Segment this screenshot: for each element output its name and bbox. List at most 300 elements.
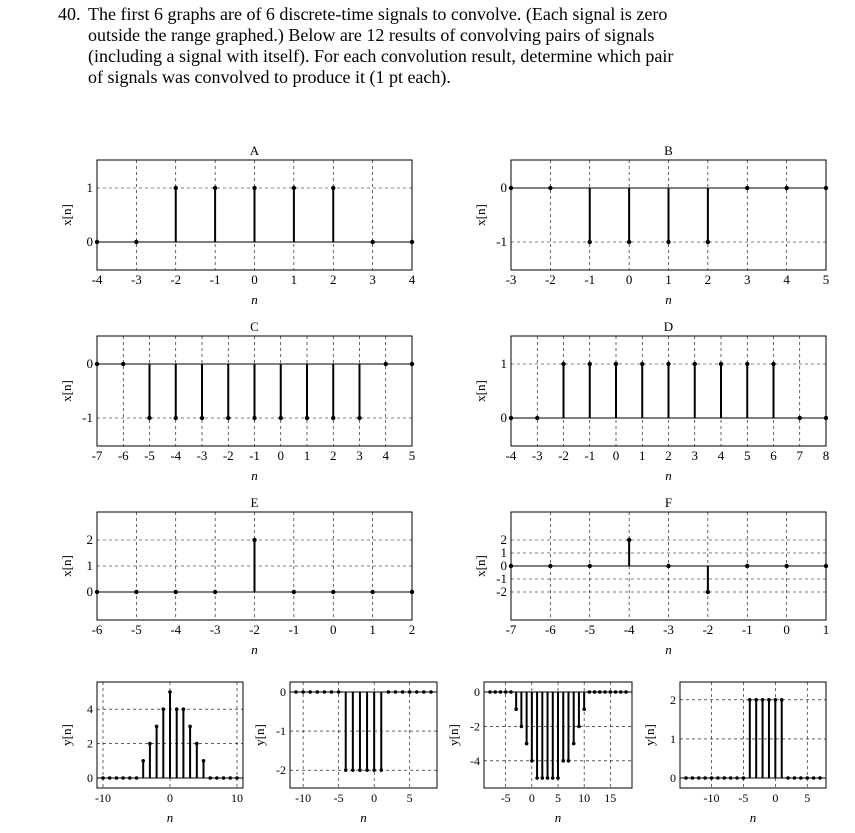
y-tick-label: 1 <box>500 545 507 560</box>
stem-point <box>799 776 803 780</box>
plot-title: B <box>664 143 673 158</box>
stem-point <box>624 690 628 694</box>
x-tick-label: -3 <box>531 448 543 463</box>
x-tick-label: -4 <box>91 272 103 287</box>
y-tick-label: 2 <box>87 736 93 751</box>
x-tick-label: 6 <box>770 448 777 463</box>
x-tick-label: -1 <box>209 272 221 287</box>
stem-point <box>504 690 508 694</box>
x-tick-label: 5 <box>408 448 416 463</box>
stem-point <box>784 564 788 568</box>
stem-point <box>415 690 419 694</box>
x-tick-label: -5 <box>584 622 596 637</box>
stem-point <box>666 362 670 366</box>
y-tick-label: -1 <box>82 410 93 425</box>
y-tick-label: 4 <box>87 702 93 717</box>
stem-point <box>767 698 771 702</box>
y-tick-label: 0 <box>280 685 286 699</box>
x-tick-label: -3 <box>196 448 208 463</box>
stem-point <box>168 690 172 694</box>
x-tick-label: -5 <box>333 791 344 805</box>
stem-point <box>556 776 560 780</box>
y-axis-label: y[n] <box>446 724 461 746</box>
x-tick-label: 0 <box>330 622 337 637</box>
stem-point <box>514 707 518 711</box>
stem-point <box>337 690 341 694</box>
x-tick-label: -5 <box>144 448 155 463</box>
stem-point <box>213 590 217 594</box>
y-tick-label: 0 <box>474 685 480 699</box>
stem-point <box>213 186 217 190</box>
x-tick-label: 3 <box>691 448 698 463</box>
x-tick-label: -4 <box>170 622 182 637</box>
stem-point <box>108 776 112 780</box>
x-tick-label: -1 <box>249 448 260 463</box>
signal-plot-result-4 <box>642 682 826 825</box>
signal-plot-result-1 <box>59 682 243 825</box>
x-tick-label: -2 <box>544 272 556 287</box>
stem-point <box>141 759 145 763</box>
x-tick-label: 3 <box>744 272 751 287</box>
stem-point <box>175 707 179 711</box>
plot-title: D <box>663 319 674 334</box>
x-tick-label: 0 <box>783 622 790 637</box>
stem-point <box>422 690 426 694</box>
x-tick-label: -2 <box>222 448 234 463</box>
stem-point <box>370 240 374 244</box>
y-tick-label: -1 <box>496 234 507 249</box>
stem-point <box>735 776 739 780</box>
y-tick-label: -4 <box>470 753 480 768</box>
stem-point <box>561 759 565 763</box>
stem-point <box>394 690 398 694</box>
x-tick-label: 0 <box>772 791 779 805</box>
signal-plot-e <box>59 495 415 657</box>
y-tick-label: 0 <box>86 584 93 599</box>
stem-point <box>771 362 775 366</box>
stem-point <box>202 759 206 763</box>
y-tick-label: -2 <box>470 719 480 734</box>
y-tick-label: 0 <box>86 234 93 249</box>
x-tick-label: -3 <box>663 622 674 637</box>
stem-point <box>121 776 125 780</box>
x-tick-label: -3 <box>130 272 142 287</box>
stem-point <box>535 776 539 780</box>
x-tick-label: 2 <box>330 272 337 287</box>
x-tick-label: -2 <box>170 272 182 287</box>
stem-point <box>358 768 362 772</box>
plot-title: F <box>664 495 673 510</box>
stem-point <box>719 362 723 366</box>
signal-plot-f <box>473 495 829 657</box>
stem-point <box>121 362 125 366</box>
y-tick-label: -1 <box>276 724 286 739</box>
y-tick-label: 1 <box>86 180 93 195</box>
stem-point <box>824 186 828 190</box>
y-tick-label: 0 <box>500 180 507 195</box>
x-tick-label: -6 <box>91 622 103 637</box>
x-axis-label: n <box>166 810 174 825</box>
y-tick-label: 1 <box>670 731 676 746</box>
x-tick-label: 2 <box>665 448 672 463</box>
x-tick-label: 15 <box>604 791 617 805</box>
x-tick-label: 0 <box>277 448 284 463</box>
x-tick-label: -2 <box>249 622 260 637</box>
x-tick-label: 3 <box>369 272 376 287</box>
stem-point <box>410 590 414 594</box>
stem-point <box>627 240 631 244</box>
x-tick-label: -10 <box>703 791 720 805</box>
x-axis-label: n <box>665 468 672 483</box>
x-tick-label: -1 <box>741 622 753 637</box>
stem-point <box>370 590 374 594</box>
plot-title: E <box>250 495 259 510</box>
stem-point <box>693 362 697 366</box>
problem-line-3: (including a signal with itself). For each convolution result, determine which pair <box>88 46 674 66</box>
x-tick-label: 0 <box>167 791 173 805</box>
x-tick-label: 1 <box>822 622 830 637</box>
x-tick-label: 5 <box>406 791 413 805</box>
stem-point <box>252 538 256 542</box>
stem-point <box>331 416 335 420</box>
stem-point <box>344 768 348 772</box>
stem-point <box>292 590 296 594</box>
stem-point <box>703 776 707 780</box>
stem-point <box>252 186 256 190</box>
y-tick-label: 2 <box>500 532 507 547</box>
signal-plot-c <box>59 319 415 483</box>
y-axis-label: y[n] <box>642 724 657 746</box>
stem-point <box>784 186 788 190</box>
x-tick-label: -1 <box>584 272 596 287</box>
stem-point <box>235 776 239 780</box>
stem-point <box>818 776 822 780</box>
x-axis-label: n <box>749 810 757 825</box>
x-tick-label: -4 <box>623 622 635 637</box>
stem-point <box>786 776 790 780</box>
stem-point <box>588 240 592 244</box>
x-tick-label: 1 <box>303 448 311 463</box>
stem-point <box>748 698 752 702</box>
x-tick-label: 0 <box>251 272 258 287</box>
x-tick-label: 10 <box>231 791 243 805</box>
stem-point <box>95 240 99 244</box>
stem-point <box>798 416 802 420</box>
x-tick-label: -6 <box>544 622 556 637</box>
stem-point <box>294 690 298 694</box>
stem-point <box>229 776 233 780</box>
stem-point <box>745 362 749 366</box>
x-tick-label: -4 <box>505 448 517 463</box>
stem-point <box>691 776 695 780</box>
stem-point <box>598 690 602 694</box>
x-tick-label: 5 <box>744 448 751 463</box>
stem-point <box>509 564 513 568</box>
stem-point <box>95 590 99 594</box>
stem-point <box>128 776 132 780</box>
x-tick-label: -5 <box>738 791 749 805</box>
problem-number: 40. <box>58 4 81 24</box>
x-tick-label: 1 <box>290 272 298 287</box>
stem-point <box>292 186 296 190</box>
y-tick-label: -2 <box>496 584 507 599</box>
stem-point <box>200 416 204 420</box>
x-axis-label: n <box>554 810 562 825</box>
stem-point <box>525 742 529 746</box>
stem-point <box>316 690 320 694</box>
problem-line-2: outside the range graphed.) Below are 12 results of convolving pairs of signals <box>88 25 655 45</box>
plot-title: C <box>250 319 259 334</box>
stem-point <box>252 416 256 420</box>
stem-point <box>308 690 312 694</box>
x-tick-label: -6 <box>117 448 129 463</box>
x-tick-label: -7 <box>505 622 517 637</box>
stem-point <box>351 768 355 772</box>
stem-point <box>215 776 219 780</box>
x-tick-label: 5 <box>804 791 811 805</box>
x-tick-label: 10 <box>578 791 591 805</box>
x-tick-label: 7 <box>796 448 803 463</box>
stem-point <box>226 416 230 420</box>
stem-point <box>627 538 631 542</box>
signal-plot-a <box>59 143 416 307</box>
stem-point <box>548 564 552 568</box>
x-tick-label: -1 <box>288 622 300 637</box>
y-axis-label: x[n] <box>59 380 74 402</box>
stem-point <box>640 362 644 366</box>
stem-point <box>561 362 565 366</box>
stem-point <box>357 416 361 420</box>
y-tick-label: -1 <box>496 571 507 586</box>
x-tick-label: -3 <box>505 272 517 287</box>
stem-point <box>812 776 816 780</box>
x-axis-label: n <box>251 642 258 657</box>
x-axis-label: n <box>251 292 258 307</box>
stem-point <box>222 776 226 780</box>
stem-point <box>387 690 391 694</box>
stem-point <box>551 776 555 780</box>
stem-point <box>115 776 119 780</box>
signal-plot-result-3 <box>446 682 632 825</box>
stem-point <box>372 768 376 772</box>
x-tick-label: 4 <box>382 448 389 463</box>
stem-point <box>614 690 618 694</box>
x-tick-label: 4 <box>408 272 416 287</box>
y-tick-label: 0 <box>86 356 93 371</box>
stem-point <box>754 698 758 702</box>
x-tick-label: 5 <box>555 791 561 805</box>
stem-point <box>323 690 327 694</box>
stem-point <box>609 690 613 694</box>
y-axis-label: x[n] <box>473 380 488 402</box>
y-tick-label: 0 <box>500 558 507 573</box>
y-axis-label: x[n] <box>59 204 74 226</box>
stem-point <box>541 776 545 780</box>
stem-point <box>134 590 138 594</box>
stem-point <box>722 776 726 780</box>
stem-point <box>429 690 433 694</box>
stem-point <box>619 690 623 694</box>
stem-point <box>95 362 99 366</box>
signal-plot-result-2 <box>252 682 437 825</box>
stem-point <box>174 186 178 190</box>
stem-point <box>745 186 749 190</box>
stem-point <box>135 776 139 780</box>
stem-point <box>509 186 513 190</box>
y-axis-label: y[n] <box>59 724 74 746</box>
y-tick-label: 2 <box>670 692 676 707</box>
stem-point <box>499 690 503 694</box>
x-tick-label: -5 <box>500 791 511 805</box>
stem-point <box>603 690 607 694</box>
stem-point <box>805 776 809 780</box>
stem-point <box>305 416 309 420</box>
x-tick-label: -2 <box>558 448 569 463</box>
y-axis-label: x[n] <box>59 555 74 577</box>
x-tick-label: 2 <box>408 622 416 637</box>
x-axis-label: n <box>665 292 672 307</box>
stem-point <box>824 416 828 420</box>
x-tick-label: -7 <box>91 448 103 463</box>
x-tick-label: -4 <box>170 448 182 463</box>
x-tick-label: 1 <box>639 448 646 463</box>
x-tick-label: 8 <box>822 448 830 463</box>
x-tick-label: 1 <box>665 272 672 287</box>
stem-point <box>729 776 733 780</box>
stem-point <box>593 690 597 694</box>
x-tick-label: 0 <box>528 791 535 805</box>
x-tick-label: 0 <box>625 272 633 287</box>
y-tick-label: 0 <box>500 410 507 425</box>
stem-point <box>401 690 405 694</box>
x-axis-label: n <box>665 642 672 657</box>
x-tick-label: -1 <box>584 448 596 463</box>
x-tick-label: 2 <box>330 448 337 463</box>
x-tick-label: 0 <box>371 791 378 805</box>
stem-point <box>188 725 192 729</box>
signal-plot-b <box>473 143 829 307</box>
stem-point <box>697 776 701 780</box>
stem-point <box>567 759 571 763</box>
stem-point <box>148 742 152 746</box>
plot-title: A <box>249 143 260 158</box>
stem-point <box>614 362 618 366</box>
stem-point <box>535 416 539 420</box>
x-tick-label: -5 <box>130 622 142 637</box>
stem-point <box>520 725 524 729</box>
stem-point <box>493 690 497 694</box>
y-axis-label: y[n] <box>252 724 267 746</box>
stem-point <box>155 725 159 729</box>
stem-point <box>301 690 305 694</box>
stem-point <box>134 240 138 244</box>
stem-point <box>182 707 186 711</box>
stem-point <box>195 742 199 746</box>
plot-frame <box>290 682 437 788</box>
stem-point <box>761 698 765 702</box>
stem-point <box>774 698 778 702</box>
stem-point <box>582 707 586 711</box>
stem-point <box>588 690 592 694</box>
stem-point <box>716 776 720 780</box>
stem-point <box>548 186 552 190</box>
stem-point <box>101 776 105 780</box>
x-tick-label: -10 <box>95 791 111 805</box>
stem-point <box>488 690 492 694</box>
y-tick-label: 2 <box>86 532 93 547</box>
x-tick-label: 4 <box>717 448 725 463</box>
x-tick-label: 2 <box>704 272 712 287</box>
stem-point <box>706 240 710 244</box>
stem-point <box>577 725 581 729</box>
stem-point <box>208 776 212 780</box>
x-tick-label: 1 <box>369 622 376 637</box>
stem-point <box>780 698 784 702</box>
problem-line-4: of signals was convolved to produce it (1 pt each). <box>88 67 451 87</box>
stem-point <box>509 416 513 420</box>
stem-point <box>588 362 592 366</box>
problem-line-1: The first 6 graphs are of 6 discrete-time signals to convolve. (Each signal is zero <box>88 4 668 24</box>
stem-point <box>710 776 714 780</box>
stem-point <box>824 564 828 568</box>
y-axis-label: x[n] <box>473 555 488 577</box>
stem-point <box>147 416 151 420</box>
stem-point <box>793 776 797 780</box>
stem-point <box>509 690 513 694</box>
stem-point <box>530 759 534 763</box>
y-tick-label: 1 <box>86 558 93 573</box>
stem-point <box>384 362 388 366</box>
stem-point <box>588 564 592 568</box>
stem-point <box>379 768 383 772</box>
x-tick-label: -2 <box>702 622 714 637</box>
x-tick-label: -10 <box>295 791 312 805</box>
x-axis-label: n <box>360 810 367 825</box>
x-tick-label: 4 <box>783 272 790 287</box>
y-tick-label: -2 <box>276 763 286 778</box>
x-axis-label: n <box>251 468 258 483</box>
stem-point <box>279 416 283 420</box>
stem-point <box>174 416 178 420</box>
stem-point <box>174 590 178 594</box>
stem-point <box>546 776 550 780</box>
stem-point <box>410 362 414 366</box>
y-tick-label: 0 <box>87 771 93 785</box>
plot-frame <box>680 682 826 788</box>
stem-point <box>330 690 334 694</box>
stem-point <box>666 564 670 568</box>
x-tick-label: 5 <box>822 272 830 287</box>
y-tick-label: 0 <box>670 771 676 785</box>
signal-plot-d <box>473 319 829 483</box>
stem-point <box>365 768 369 772</box>
stem-point <box>666 240 670 244</box>
stem-point <box>331 186 335 190</box>
stem-point <box>410 240 414 244</box>
stem-point <box>162 707 166 711</box>
stem-point <box>745 564 749 568</box>
stem-point <box>331 590 335 594</box>
x-tick-label: -3 <box>209 622 221 637</box>
stem-point <box>572 742 576 746</box>
x-tick-label: 0 <box>612 448 620 463</box>
stem-point <box>408 690 412 694</box>
x-tick-label: 3 <box>356 448 363 463</box>
y-tick-label: 1 <box>500 356 507 371</box>
stem-point <box>706 590 710 594</box>
y-axis-label: x[n] <box>473 204 488 226</box>
stem-point <box>684 776 688 780</box>
